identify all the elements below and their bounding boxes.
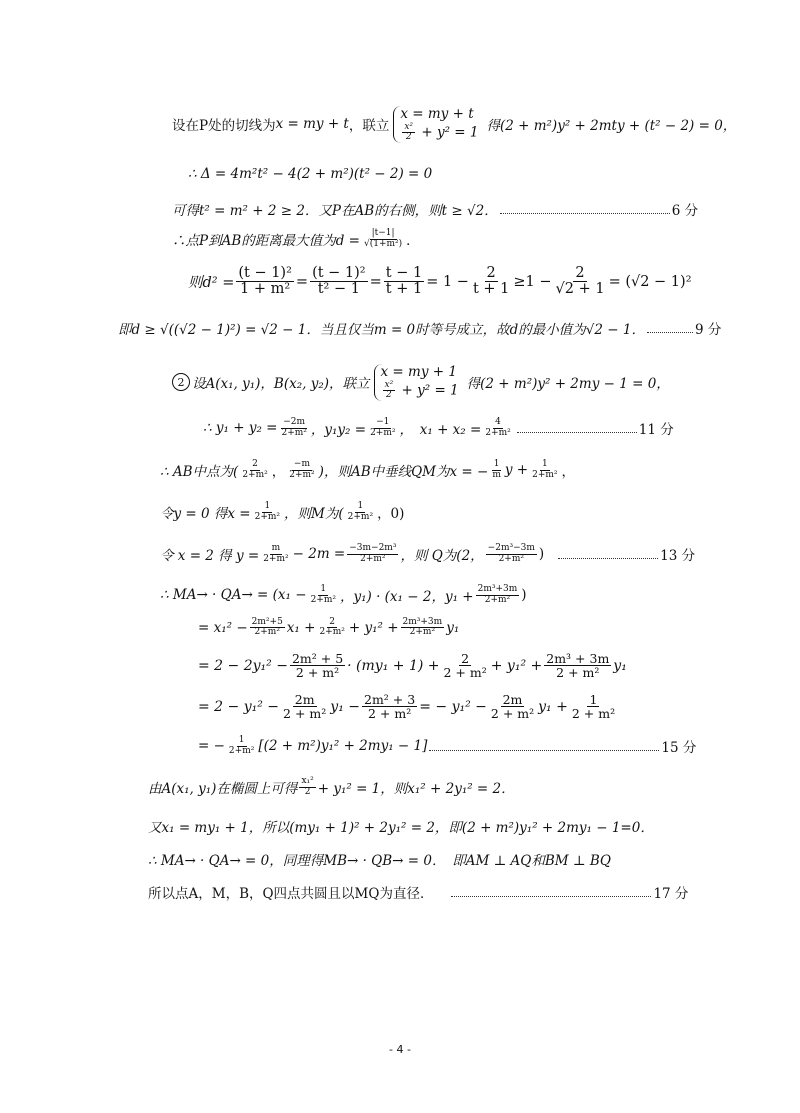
math-segment: ， x₁ + x₂ =	[399, 422, 482, 438]
math-segment: 令 x = 2 得 y =	[160, 548, 260, 564]
circled-number: 2	[172, 373, 190, 391]
leader-dots	[451, 896, 651, 897]
leader-dots	[517, 432, 637, 433]
fraction: $\frac{2}{√2 + 1}$	[555, 265, 605, 298]
math-segment: = 2 − y₁² −	[198, 698, 280, 715]
math-segment: = − y₁² −	[419, 698, 487, 715]
fraction: $\frac{1}{\text{2 + m²}}$	[571, 692, 616, 722]
math-segment: + y₁² +	[490, 657, 543, 674]
math-segment: 可得t² = m² + 2 ≥ 2．又P在AB的右侧，则t ≥ √2．	[172, 203, 498, 219]
math-segment: 即d ≥ √((√2 − 1)²) = √2 − 1．当且仅当m = 0时等号成立，故d的最小值为√2 − 1．	[118, 322, 645, 338]
solution-line-2	[188, 166, 432, 182]
fraction: $\frac{\text{2m³+3m}}{\text{2+m²}}$	[477, 584, 518, 605]
solution-line-11: 令 x = 2 得 y = $\frac{m}{\text{2+m²}}$ − 2m = $\frac{\text{−3m−2m³}}{\text{2+m²}}$ ，则 Q为(2， $\frac{\text{−2m³−3m}}{\text{2+m²}}$ ) 13 分	[160, 543, 696, 564]
fraction: $\frac{\text{x²}}{2}$	[384, 379, 394, 401]
solution-line-9: ∴ AB中点为( $\frac{2}{\text{2+m²}}$ ， $\frac{-m}{\text{2+m²}}$ )，则AB中垂线QM为x = − $\frac{1}{m}$ y + $\frac{1}{\text{2+m²}}$ ，	[160, 459, 576, 480]
math-segment: 则d² =	[188, 275, 235, 292]
solution-line-20	[148, 882, 688, 902]
leader-dots	[647, 332, 693, 333]
math-segment: ，则M为(	[284, 506, 344, 522]
solution-line-10: 令y = 0 得x = $\frac{1}{\text{2+m²}}$ ，则M为( $\frac{1}{\text{2+m²}}$ ，0)	[160, 501, 405, 522]
math-segment: + y₁² +	[348, 619, 399, 636]
math-segment: ∴ MA→ · QA→ = (x₁ −	[160, 587, 307, 603]
math-segment: y₁	[446, 619, 460, 636]
leader-dots	[500, 213, 670, 214]
score-mark: 11 分	[638, 422, 674, 438]
fraction: $\frac{1}{\text{2+m²}}$	[228, 735, 255, 756]
math-segment: 得(2 + m²)y² + 2my − 1 = 0，	[466, 376, 670, 393]
fraction: $\frac{\text{(t − 1)²}}{\text{t² − 1}}$	[312, 265, 366, 298]
math-segment: y +	[504, 462, 529, 478]
text-segment: 设在P处的切线为	[172, 118, 276, 135]
solution-line-18	[148, 816, 654, 836]
text-segment: ．	[406, 233, 420, 249]
solution-line-19	[148, 849, 611, 869]
fraction: $\frac{-m}{\text{2+m²}}$	[289, 459, 315, 480]
math-segment: x = my + t	[275, 116, 349, 133]
fraction: $\frac{4}{\text{2+m²}}$	[485, 417, 511, 438]
math-segment: ，y₁) · (x₁ − 2，y₁ +	[339, 589, 474, 605]
math-segment: 得(2 + m²)y² + 2mty + (t² − 2) = 0，	[486, 118, 737, 135]
solution-line-12: ∴ MA→ · QA→ = (x₁ − $\frac{1}{\text{2+m²}}$ ，y₁) · (x₁ − 2，y₁ + $\frac{\text{2m³+3m}}{\text{2+m²}}$ )	[160, 584, 527, 605]
fraction: $\frac{\text{2m² + 5}}{\text{2 + m²}}$	[291, 651, 344, 681]
fraction: $\frac{\text{2m² + 3}}{\text{2 + m²}}$	[364, 692, 416, 722]
fraction: $\frac{2m}{\text{2 + m²}}$	[490, 692, 535, 722]
fraction: $\frac{2}{\text{2+m²}}$	[319, 617, 345, 638]
equation-system	[393, 106, 482, 143]
math-segment: ，y₁y₂ =	[310, 422, 367, 438]
fraction: $\frac{\text{−3m−2m³}}{\text{2+m²}}$	[349, 543, 397, 564]
math-segment: = x₁² −	[198, 619, 248, 636]
fraction: $\frac{|t-1|}{\text{√(1+m²)}}$	[364, 228, 403, 249]
page-number: - 4 -	[389, 1043, 411, 1056]
math-segment: = 2 − 2y₁² −	[198, 657, 288, 674]
math-segment: = −	[198, 738, 225, 754]
fraction: $\frac{-1}{\text{2+m²}}$	[370, 417, 396, 438]
solution-line-6	[118, 318, 721, 338]
system-row: x = my + 1	[380, 364, 457, 380]
fraction: $\frac{2}{\text{2+m²}}$	[242, 459, 268, 480]
system-row: $\frac{\text{x²}}{2}$ + y² = 1	[404, 121, 479, 143]
solution-line-5: 则d² = $\frac{\text{(t − 1)²}}{\text{1 + m²}}$ = $\frac{\text{(t − 1)²}}{\text{t² − 1}}$ = $\frac{t - 1}{t + 1}$ = 1 − $\frac{2}{t + 1}$ ≥1 − $\frac{2}{√2 + 1}$ = (√2 − 1)²	[188, 265, 692, 298]
solution-line-15	[198, 693, 619, 720]
fraction: $\frac{1}{\text{2+m²}}$	[532, 459, 558, 480]
fraction: $\frac{\text{(t − 1)²}}{\text{1 + m²}}$	[238, 265, 292, 298]
solution-line-1	[172, 106, 736, 143]
fraction: $\frac{\text{2m³ + 3m}}{\text{2 + m²}}$	[546, 651, 610, 681]
score-mark: 15 分	[661, 740, 697, 756]
solution-line-13	[198, 618, 459, 638]
fraction: $\frac{2}{t + 1}$	[472, 265, 510, 298]
system-row: $\frac{\text{x²}}{2}$ + y² = 1	[384, 379, 459, 401]
solution-line-17	[148, 777, 515, 797]
solution-line-7	[172, 364, 670, 401]
solution-line-3	[172, 199, 698, 219]
leader-dots	[429, 750, 659, 751]
math-segment: ∴ MA→ · QA→ = 0，同理得MB→ · QB→ = 0． 即AM ⊥ AQ和BM ⊥ BQ	[148, 853, 611, 869]
leader-dots	[558, 558, 658, 559]
fraction: $\frac{1}{\text{2+m²}}$	[347, 501, 374, 522]
solution-line-16	[198, 736, 696, 756]
math-segment: 由A(x₁, y₁)在椭圆上可得	[148, 781, 298, 797]
math-segment: y₁ +	[538, 698, 568, 715]
fraction: $\frac{\text{2m³+3m}}{\text{2+m²}}$	[402, 617, 443, 638]
score-mark: 13 分	[660, 548, 696, 564]
solution-line-14	[198, 652, 627, 679]
math-segment: ，则 Q为(2，	[400, 548, 484, 564]
math-segment: ∴ y₁ + y₂ =	[203, 420, 278, 436]
math-segment: · (my₁ + 1) +	[347, 657, 440, 674]
math-segment: + y₁² = 1，则x₁² + 2y₁² = 2．	[317, 781, 515, 797]
math-segment: )，则AB中垂线QM为x = −	[318, 464, 489, 480]
fraction: $\frac{m}{\text{2+m²}}$	[263, 543, 289, 564]
math-segment: y₁ −	[330, 698, 360, 715]
text-segment: 所以点A，M，B，Q四点共圆且以MQ为直径．	[148, 886, 434, 902]
fraction: $\frac{1}{\text{2+m²}}$	[254, 501, 281, 522]
fraction: $\frac{\text{x₁²}}{2}$	[301, 776, 314, 797]
math-segment: 又x₁ = my₁ + 1，所以(my₁ + 1)² + 2y₁² = 2，即(2 + m²)y₁² + 2my₁ − 1=0．	[148, 820, 654, 836]
fraction: $\frac{2}{\text{2 + m²}}$	[443, 651, 487, 681]
text-segment: ，联立	[348, 118, 390, 135]
fraction: $\frac{\text{2m²+5}}{\text{2+m²}}$	[251, 617, 283, 638]
system-row: x = my + t	[400, 106, 474, 122]
math-segment: y₁	[613, 657, 627, 674]
math-segment: 令y = 0 得x =	[160, 506, 251, 522]
fraction: $\frac{1}{\text{2+m²}}$	[310, 584, 336, 605]
equation-system	[374, 364, 463, 401]
solution-line-4	[172, 229, 420, 249]
fraction: $\frac{\text{x²}}{2}$	[404, 121, 414, 143]
fraction: $\frac{2m}{\text{2 + m²}}$	[283, 692, 327, 722]
fraction: $\frac{-2m}{\text{2+m²}}$	[281, 417, 307, 438]
score-mark: 9 分	[694, 322, 722, 338]
fraction: $\frac{\text{−2m³−3m}}{\text{2+m²}}$	[487, 543, 535, 564]
math-segment: 设A(x₁, y₁)，B(x₂, y₂)，联立	[192, 376, 370, 393]
math-segment: x₁ +	[286, 619, 316, 636]
math-segment: [(2 + m²)y₁² + 2my₁ − 1]	[258, 738, 428, 754]
math-segment: − 2m =	[292, 546, 346, 562]
solution-line-8	[203, 418, 674, 438]
math-segment: ∴点P到AB的距离最大值为d =	[172, 233, 360, 249]
score-mark: 17 分	[653, 886, 689, 902]
math-segment: ∴ Δ = 4m²t² − 4(2 + m²)(t² − 2) = 0	[188, 166, 433, 182]
fraction: $\frac{t - 1}{t + 1}$	[385, 265, 423, 298]
score-mark: 6 分	[671, 203, 699, 219]
math-segment: ∴ AB中点为(	[160, 464, 239, 480]
fraction: $\frac{1}{m}$	[492, 459, 501, 480]
